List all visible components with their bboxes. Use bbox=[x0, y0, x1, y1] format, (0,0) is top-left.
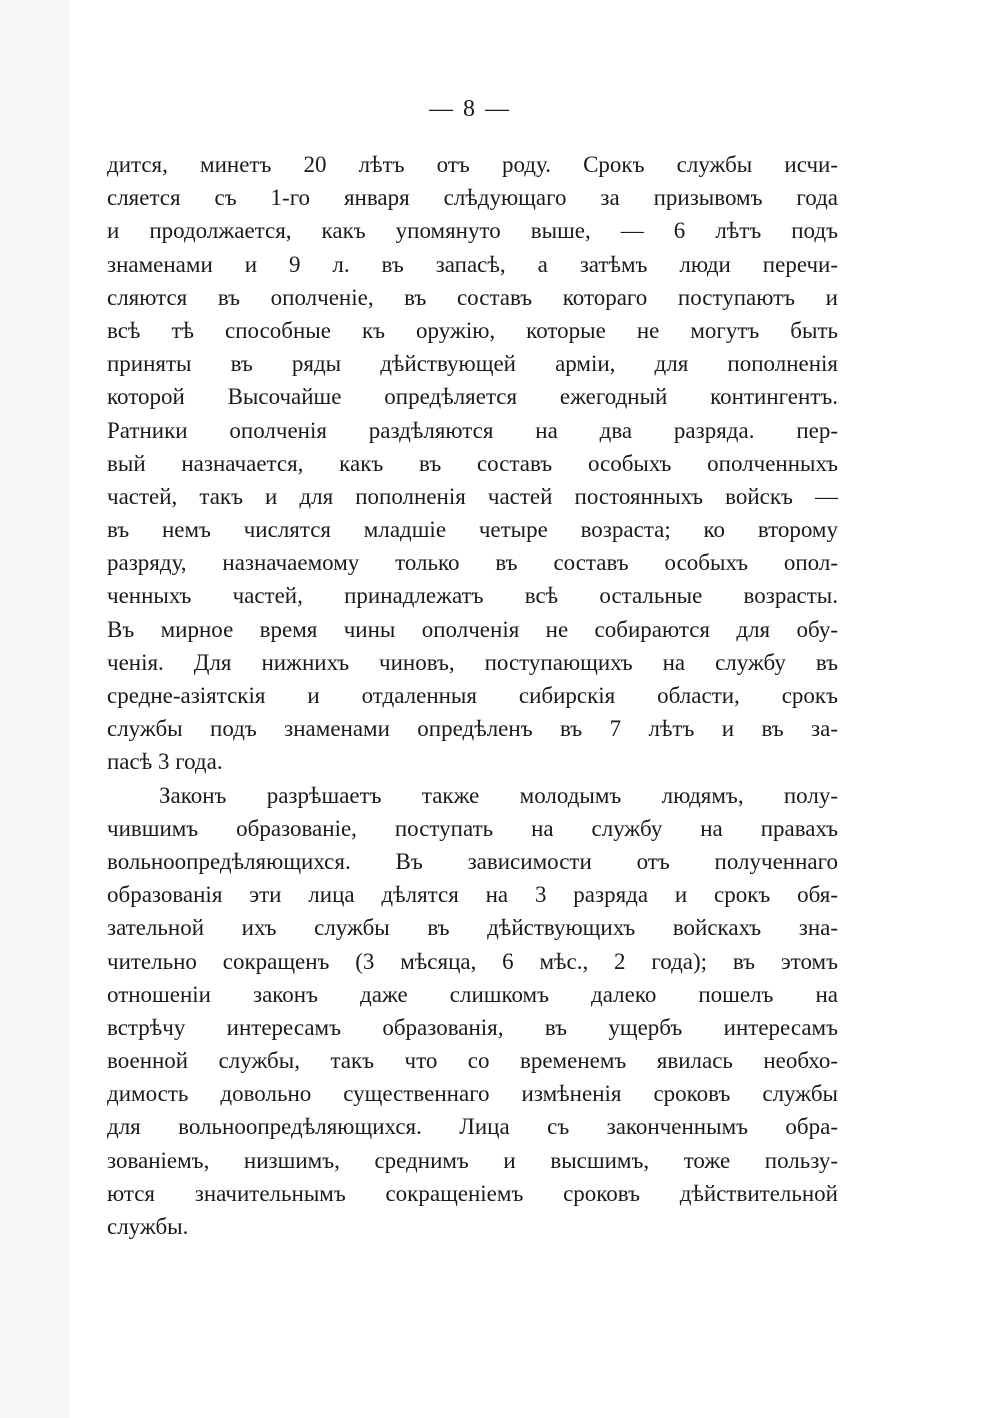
text-line: отношеніи законъ даже слишкомъ далеко пошелъ на bbox=[107, 981, 838, 1007]
paragraph bbox=[107, 779, 838, 1244]
text-line: ются значительнымъ сокращеніемъ сроковъ дѣйствительной bbox=[107, 1180, 838, 1206]
text-line: ченія. Для нижнихъ чиновъ, поступающихъ на службу въ bbox=[107, 649, 838, 675]
text-line: образованія эти лица дѣлятся на 3 разряда и срокъ обя- bbox=[107, 882, 838, 908]
text-line: въ немъ числятся младшіе четыре возраста; ко второму bbox=[107, 517, 838, 543]
text-line: разряду, назначаемому только въ составъ особыхъ опол- bbox=[107, 550, 838, 576]
text-line: вый назначается, какъ въ составъ особыхъ ополченныхъ bbox=[107, 450, 838, 476]
text-line: чительно сокращенъ (3 мѣсяца, 6 мѣс., 2 года); въ этомъ bbox=[107, 948, 838, 974]
text-line: приняты въ ряды дѣйствующей арміи, для пополненія bbox=[107, 351, 838, 377]
text-line: службы. bbox=[107, 1214, 189, 1239]
text-line: сляются въ ополченіе, въ составъ котораго поступаютъ и bbox=[107, 284, 838, 310]
text-line: военной службы, такъ что со временемъ явилась необхо- bbox=[107, 1048, 838, 1074]
text-line: встрѣчу интересамъ образованія, въ ущербъ интересамъ bbox=[107, 1014, 838, 1040]
text-line: средне-азіятскія и отдаленныя сибирскія области, срокъ bbox=[107, 683, 838, 708]
text-line: Ратники ополченія раздѣляются на два разряда. пер- bbox=[107, 417, 838, 443]
text-line: дится, минетъ 20 лѣтъ отъ роду. Срокъ службы исчи- bbox=[107, 152, 838, 177]
text-line: пасѣ 3 года. bbox=[107, 749, 223, 775]
text-line: Законъ разрѣшаетъ также молодымъ людямъ, полу- bbox=[159, 782, 838, 808]
text-line: которой Высочайше опредѣляется ежегодный контингентъ. bbox=[107, 384, 838, 410]
scan-margin bbox=[0, 0, 70, 1418]
text-line: знаменами и 9 л. въ запасѣ, а затѣмъ люди перечи- bbox=[107, 251, 838, 277]
text-line: частей, такъ и для пополненія частей постоянныхъ войскъ — bbox=[107, 483, 838, 509]
text-line: димость довольно существеннаго измѣненія сроковъ службы bbox=[107, 1081, 838, 1107]
text-line: ченныхъ частей, принадлежатъ всѣ остальные возрасты. bbox=[107, 583, 838, 609]
paragraph bbox=[107, 148, 838, 779]
text-line: зованіемъ, низшимъ, среднимъ и высшимъ, тоже пользу- bbox=[107, 1147, 838, 1173]
text-line: и продолжается, какъ упомянуто выше, — 6 лѣтъ подъ bbox=[107, 218, 838, 244]
text-line: Въ мирное время чины ополченія не собираются для обу- bbox=[107, 616, 838, 642]
body-text bbox=[107, 148, 838, 1243]
text-line: для вольноопредѣляющихся. Лица съ законченнымъ обра- bbox=[107, 1114, 838, 1140]
page-number: — 8 — bbox=[429, 96, 511, 122]
text-line: зательной ихъ службы въ дѣйствующихъ войскахъ зна- bbox=[107, 915, 838, 941]
text-line: сляется съ 1-го января слѣдующаго за призывомъ года bbox=[107, 185, 838, 211]
text-line: всѣ тѣ способные къ оружію, которые не могутъ быть bbox=[107, 317, 838, 343]
text-line: чившимъ образованіе, поступать на службу на правахъ bbox=[107, 815, 838, 841]
text-line: службы подъ знаменами опредѣленъ въ 7 лѣтъ и въ за- bbox=[107, 716, 838, 742]
text-line: вольноопредѣляющихся. Въ зависимости отъ полученнаго bbox=[107, 848, 838, 874]
